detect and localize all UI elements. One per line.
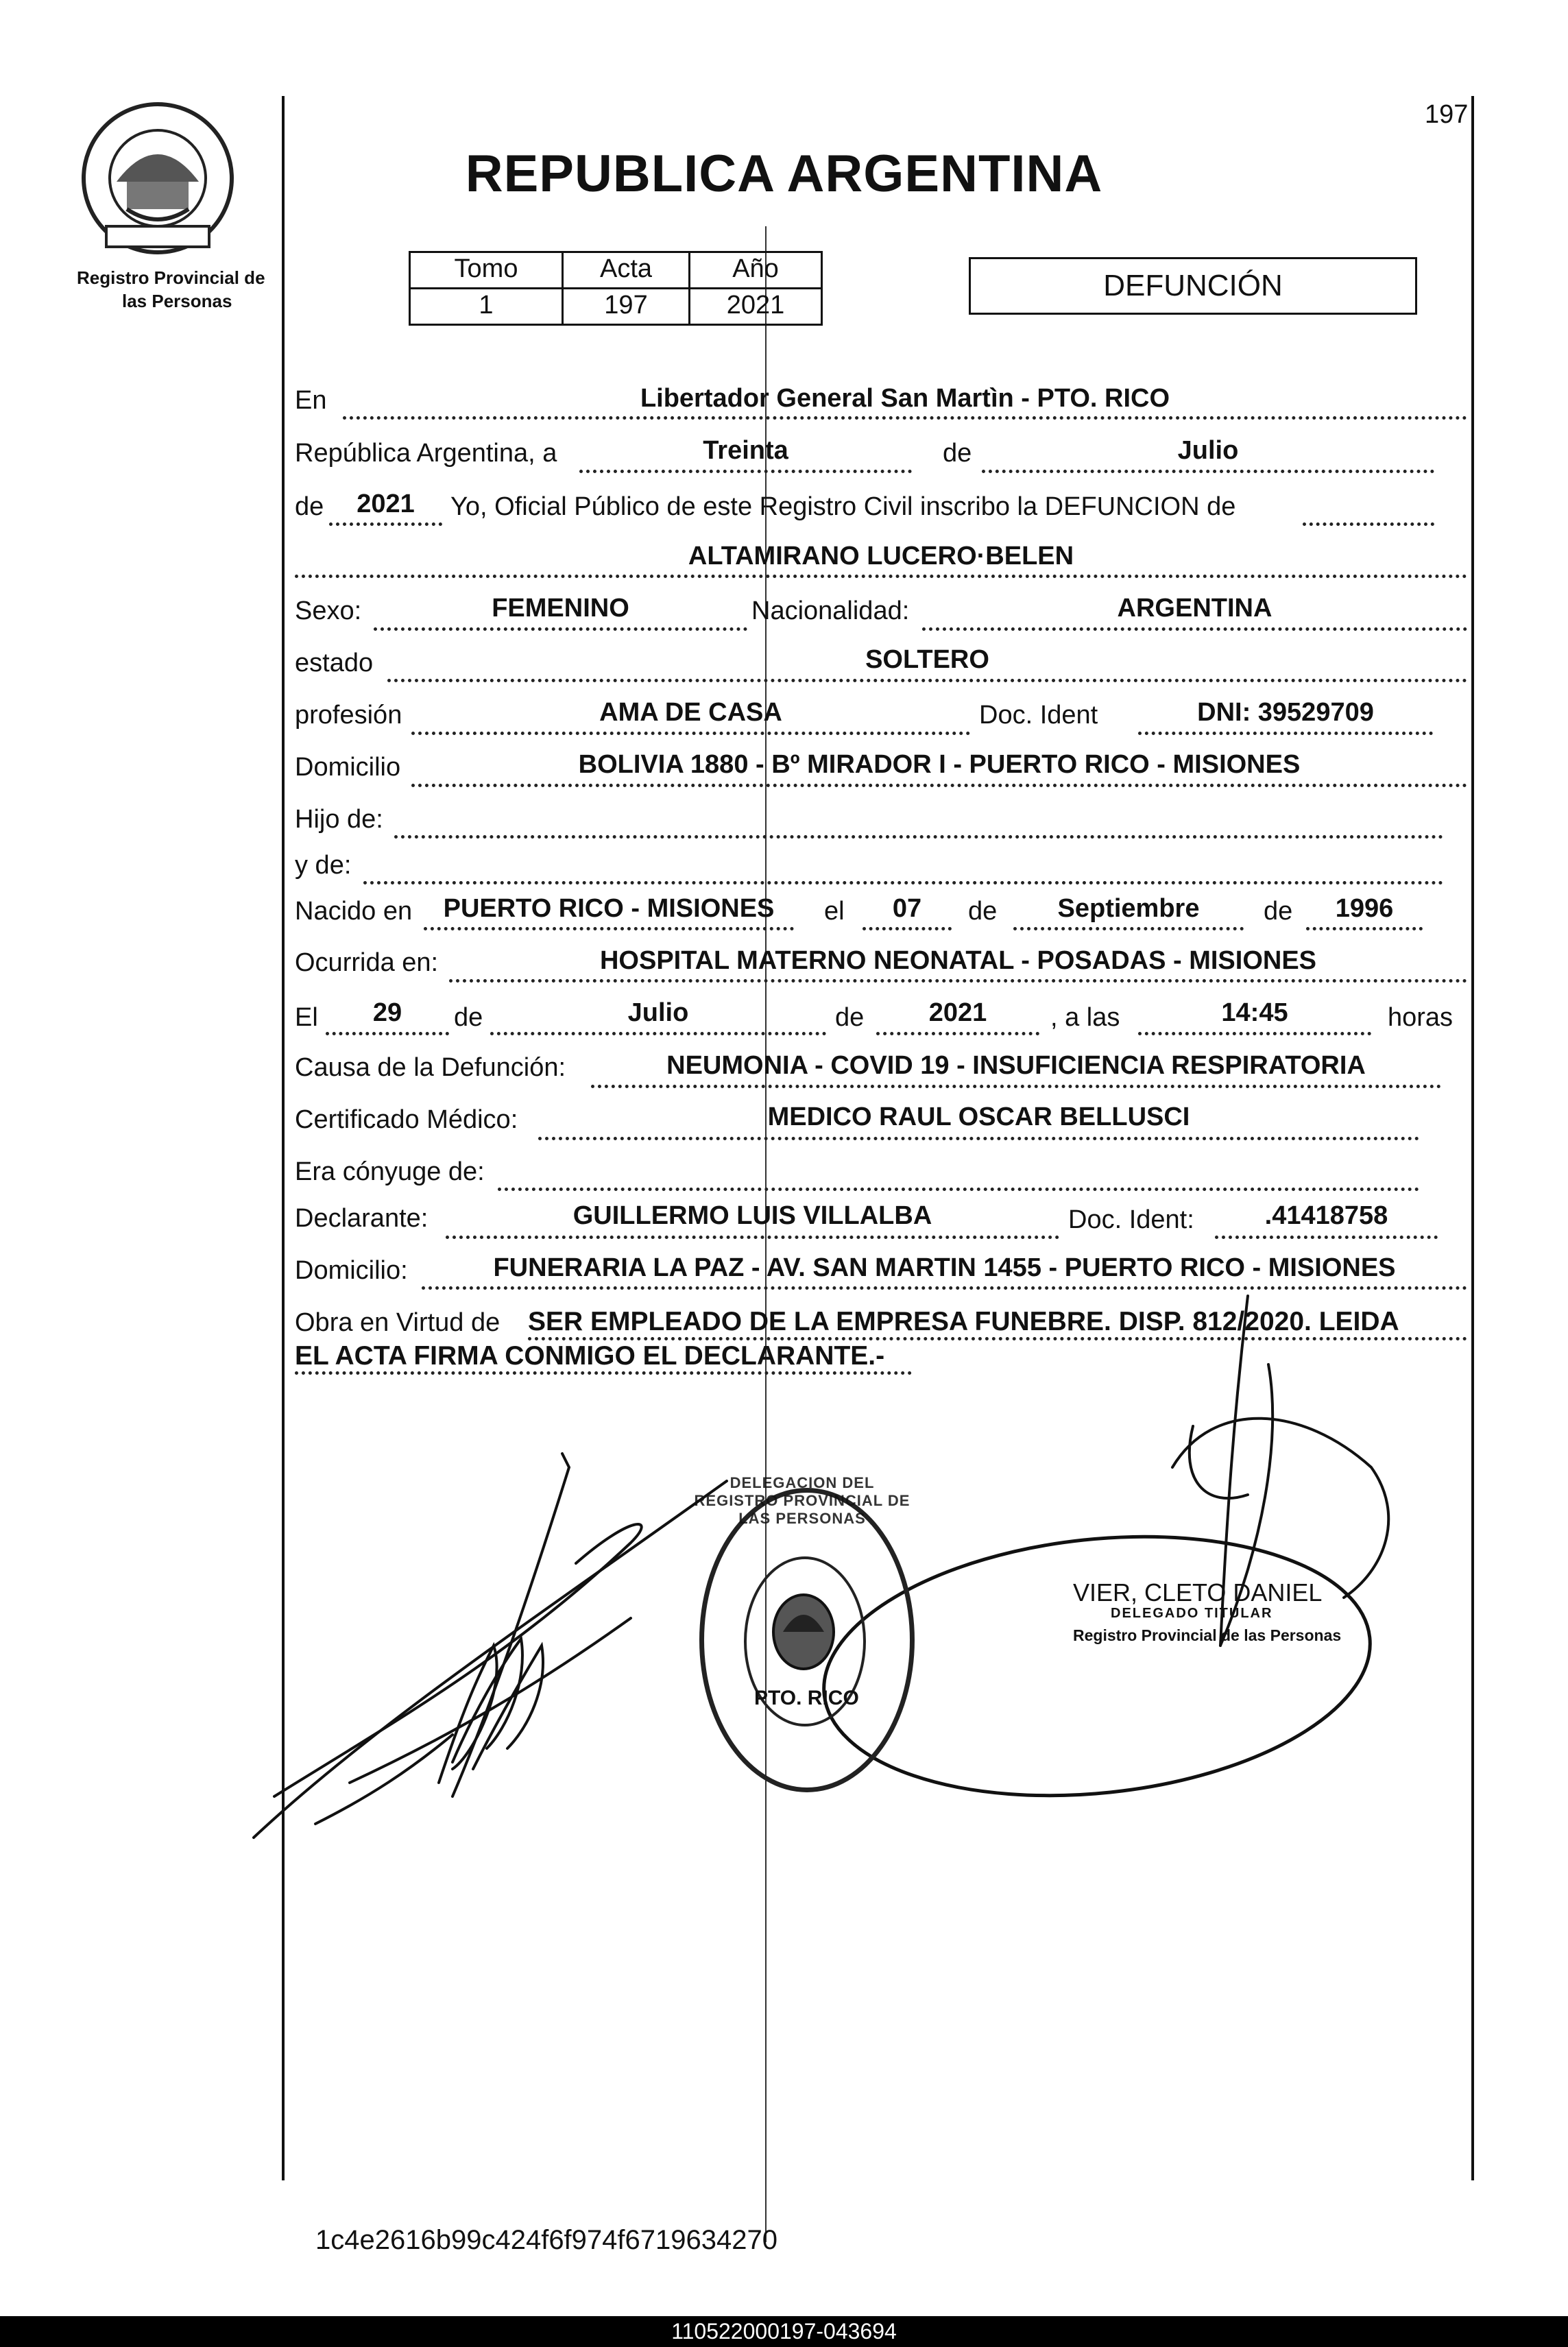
certificado-label: Certificado Médico: bbox=[295, 1105, 518, 1134]
death-month-line bbox=[490, 1032, 826, 1035]
seal-emblem bbox=[769, 1591, 838, 1673]
official-name: VIER, CLETO DANIEL bbox=[1073, 1578, 1323, 1606]
decl-doc-label: Doc. Ident: bbox=[1068, 1205, 1194, 1234]
profesion-value: AMA DE CASA bbox=[599, 698, 782, 727]
footer-barcode-text: 110522000197-043694 bbox=[671, 2319, 897, 2344]
month-line bbox=[982, 470, 1434, 473]
decl-doc-value: .41418758 bbox=[1264, 1201, 1388, 1230]
conyuge-line bbox=[498, 1188, 1419, 1191]
declarante-label: Declarante: bbox=[295, 1204, 429, 1233]
birth-day-value: 07 bbox=[892, 894, 922, 923]
left-margin-line bbox=[282, 96, 285, 2180]
doc-ident-label: Doc. Ident bbox=[979, 701, 1098, 730]
en-label: En bbox=[295, 386, 327, 415]
nacionalidad-value: ARGENTINA bbox=[1117, 594, 1273, 623]
page-title: REPUBLICA ARGENTINA bbox=[465, 145, 1103, 203]
death-day-value: 29 bbox=[372, 998, 402, 1027]
act-type-label: DEFUNCIÓN bbox=[1103, 269, 1283, 302]
birth-month-value: Septiembre bbox=[1057, 894, 1200, 923]
obra-line2-value: EL ACTA FIRMA CONMIGO EL DECLARANTE.- bbox=[295, 1341, 885, 1371]
death-time-value: 14:45 bbox=[1221, 998, 1288, 1027]
year-line bbox=[329, 522, 442, 526]
el2-label: El bbox=[295, 1003, 318, 1032]
doc-ident-line bbox=[1138, 732, 1433, 735]
alas-label: , a las bbox=[1050, 1003, 1120, 1032]
official-role: DELEGADO TITULAR bbox=[1111, 1606, 1273, 1621]
estado-line bbox=[387, 679, 1467, 682]
estado-value: SOLTERO bbox=[865, 645, 989, 674]
table-header-tomo: Tomo bbox=[410, 252, 563, 289]
death-year-value: 2021 bbox=[928, 998, 987, 1027]
yde-line bbox=[363, 881, 1443, 884]
en-line bbox=[343, 416, 1467, 420]
profesion-label: profesión bbox=[295, 701, 402, 730]
causa-label: Causa de la Defunción: bbox=[295, 1053, 566, 1082]
hijo-label: Hijo de: bbox=[295, 805, 383, 834]
center-fold-line bbox=[765, 226, 767, 2242]
estado-label: estado bbox=[295, 649, 374, 677]
de-label-4: de bbox=[1264, 897, 1293, 926]
certificado-value: MEDICO RAUL OSCAR BELLUSCI bbox=[767, 1103, 1190, 1131]
death-year-line bbox=[876, 1032, 1039, 1035]
document-hash: 1c4e2616b99c424f6f974f6719634270 bbox=[315, 2225, 777, 2255]
seal-ring-text: DELEGACION DEL REGISTRO PROVINCIAL DE LAS PERSONAS bbox=[694, 1474, 910, 1527]
nacionalidad-label: Nacionalidad: bbox=[751, 597, 910, 625]
page-number: 197 bbox=[1425, 100, 1469, 129]
de-label-1: de bbox=[943, 439, 972, 468]
hijo-line bbox=[394, 835, 1443, 839]
yde-label: y de: bbox=[295, 851, 352, 880]
nacido-value: PUERTO RICO - MISIONES bbox=[443, 894, 775, 923]
death-day-line bbox=[326, 1032, 449, 1035]
profesion-line bbox=[411, 732, 970, 735]
republica-label: República Argentina, a bbox=[295, 439, 557, 468]
sexo-value: FEMENINO bbox=[492, 594, 629, 623]
day-words-value: Treinta bbox=[703, 436, 788, 465]
death-month-value: Julio bbox=[627, 998, 689, 1027]
table-value-anio: 2021 bbox=[690, 288, 822, 324]
death-time-line bbox=[1138, 1032, 1371, 1035]
decl-doc-line bbox=[1215, 1236, 1438, 1239]
domicilio-line bbox=[411, 784, 1467, 787]
nacido-line bbox=[424, 927, 794, 930]
act-type-box bbox=[969, 257, 1417, 315]
birth-year-line bbox=[1306, 927, 1423, 930]
day-line bbox=[579, 470, 912, 473]
name-line bbox=[295, 575, 1467, 578]
table-header-anio: Año bbox=[690, 252, 822, 289]
conyuge-label: Era cónyuge de: bbox=[295, 1157, 485, 1186]
domicilio-label: Domicilio bbox=[295, 753, 401, 782]
office-name-line1: Registro Provincial de bbox=[77, 267, 265, 288]
inscribe-text: Yo, Oficial Público de este Registro Civil inscribo la DEFUNCION de bbox=[450, 492, 1236, 521]
horas-label: horas bbox=[1388, 1003, 1454, 1032]
deceased-name-value: ALTAMIRANO LUCERO·BELEN bbox=[688, 542, 1074, 570]
decl-domicilio-label: Domicilio: bbox=[295, 1256, 408, 1285]
declarante-line bbox=[446, 1236, 1059, 1239]
causa-line bbox=[591, 1085, 1441, 1088]
footer-strip bbox=[0, 2316, 1568, 2347]
ocurrida-line bbox=[449, 979, 1467, 983]
table-value-acta: 197 bbox=[563, 288, 690, 324]
birth-year-value: 1996 bbox=[1335, 894, 1394, 923]
de-label-2: de bbox=[295, 492, 324, 521]
certificado-line bbox=[538, 1137, 1419, 1140]
place-value: Libertador General San Martìn - PTO. RICO bbox=[640, 384, 1170, 413]
causa-value: NEUMONIA - COVID 19 - INSUFICIENCIA RESPIRATORIA bbox=[666, 1051, 1366, 1080]
birth-month-line bbox=[1013, 927, 1244, 930]
month-value: Julio bbox=[1177, 436, 1239, 465]
decl-domicilio-value: FUNERARIA LA PAZ - AV. SAN MARTIN 1455 - PUERTO RICO - MISIONES bbox=[493, 1253, 1396, 1282]
de-label-6: de bbox=[835, 1003, 865, 1032]
obra-label: Obra en Virtud de bbox=[295, 1308, 500, 1337]
sexo-line bbox=[374, 627, 747, 631]
nacionalidad-line bbox=[922, 627, 1467, 631]
act-reference-table bbox=[409, 251, 823, 326]
nacido-label: Nacido en bbox=[295, 897, 413, 926]
ocurrida-value: HOSPITAL MATERNO NEONATAL - POSADAS - MISIONES bbox=[599, 946, 1317, 975]
domicilio-value: BOLIVIA 1880 - Bº MIRADOR I - PUERTO RICO - MISIONES bbox=[578, 750, 1301, 779]
declarante-value: GUILLERMO LUIS VILLALBA bbox=[572, 1201, 932, 1230]
obra-line2 bbox=[295, 1371, 912, 1375]
seal-place-text: PTO. RICO bbox=[754, 1687, 859, 1709]
official-office: Registro Provincial de las Personas bbox=[1073, 1626, 1342, 1644]
obra-line1-value: SER EMPLEADO DE LA EMPRESA FUNEBRE. DISP. 812/2020. LEIDA bbox=[528, 1307, 1399, 1336]
office-name-line2: las Personas bbox=[122, 291, 232, 311]
table-header-acta: Acta bbox=[563, 252, 690, 289]
right-margin-line bbox=[1471, 96, 1474, 2180]
inscribe-line bbox=[1303, 522, 1434, 526]
sexo-label: Sexo: bbox=[295, 597, 362, 625]
de-label-5: de bbox=[454, 1003, 483, 1032]
ocurrida-label: Ocurrida en: bbox=[295, 948, 439, 977]
year-value: 2021 bbox=[357, 490, 415, 518]
birth-day-line bbox=[863, 927, 952, 930]
declarant-signature bbox=[247, 1440, 740, 1851]
table-value-tomo: 1 bbox=[410, 288, 563, 324]
doc-ident-value: DNI: 39529709 bbox=[1197, 698, 1374, 727]
de-label-3: de bbox=[968, 897, 998, 926]
el-label: el bbox=[824, 897, 845, 926]
